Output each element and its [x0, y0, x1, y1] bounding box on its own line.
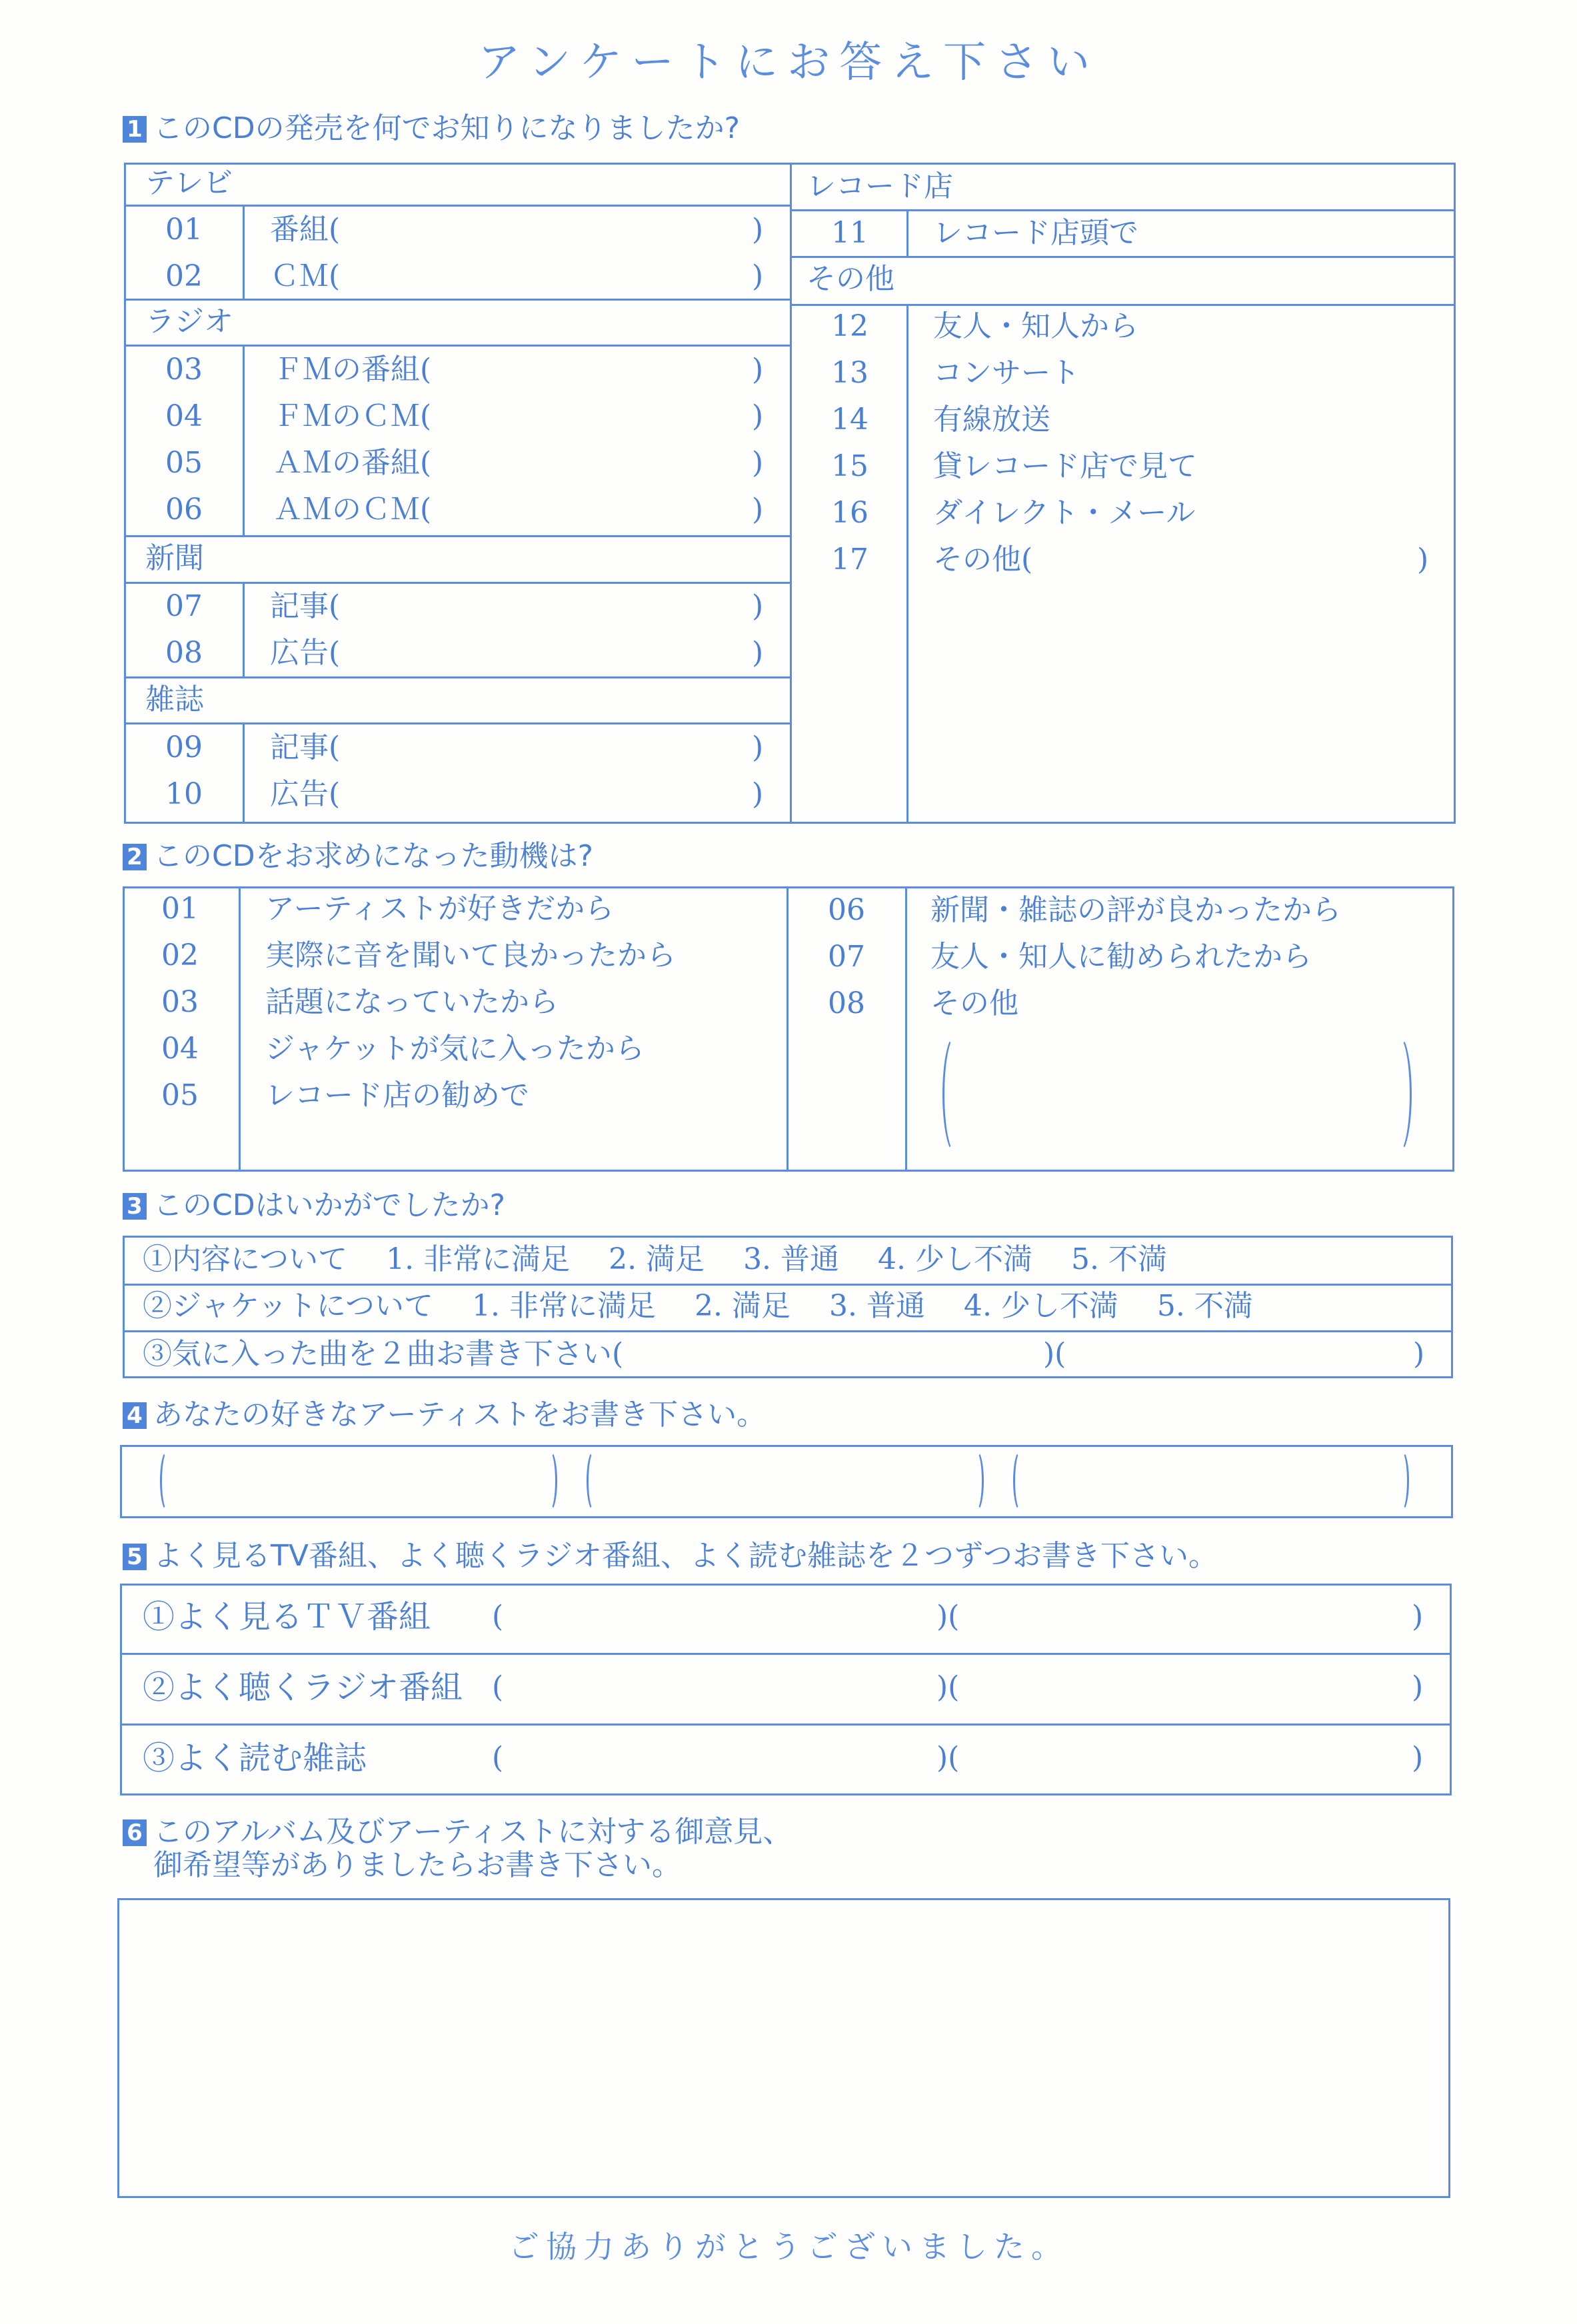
favorite-songs-label: ③気に入った曲を２曲お書き下さい( [143, 1337, 624, 1371]
paren-close: ) [1413, 1337, 1425, 1371]
rating-label: ②ジャケットについて [143, 1289, 434, 1323]
radio-program-1-input[interactable] [513, 1668, 926, 1708]
rating-option[interactable]: 1. 非常に満足 [472, 1289, 657, 1323]
q2-badge: 2 [123, 844, 147, 870]
paren-close: ) [752, 636, 764, 670]
divider [790, 209, 1456, 211]
paren-open: ( [492, 1741, 504, 1775]
paren-close: ) [752, 446, 764, 480]
favorite-artist-3-input[interactable] [1033, 1450, 1386, 1512]
paren-mid: )( [1043, 1337, 1066, 1371]
rating-option[interactable]: 3. 普通 [828, 1289, 925, 1323]
favorite-song-2-input[interactable] [1080, 1334, 1400, 1374]
paren-close: ) [752, 730, 764, 764]
paren-close-icon [969, 1450, 984, 1512]
rating-option[interactable]: 5. 不満 [1071, 1242, 1167, 1276]
q6-badge: 6 [123, 1819, 147, 1846]
radio-program-2-input[interactable] [973, 1668, 1400, 1708]
motive-other-input[interactable] [973, 1040, 1380, 1153]
option-number: 03 [161, 985, 199, 1019]
option-number: 14 [831, 403, 868, 437]
option-label: ジャケットが気に入ったから [265, 1032, 645, 1066]
paren-close: ) [1412, 1670, 1424, 1704]
option-number: 06 [828, 893, 865, 927]
option-number: 02 [161, 938, 199, 972]
q1-heading [123, 111, 740, 147]
q1-question: このCDの発売を何でお知りになりましたか? [153, 111, 740, 145]
paren-open-icon [160, 1450, 175, 1512]
paren-close: ) [1417, 543, 1429, 577]
paren-close: ) [752, 777, 764, 811]
rating-option[interactable]: 2. 満足 [695, 1289, 790, 1323]
option-number: 06 [165, 493, 203, 527]
favorite-song-1-input[interactable] [720, 1334, 1033, 1374]
paren-close: ) [752, 589, 764, 623]
option-label: 貸レコード店で見て [933, 449, 1197, 483]
comments-textarea[interactable] [117, 1898, 1450, 2198]
option-label: 番組( [270, 213, 341, 247]
q4-badge: 4 [123, 1402, 147, 1429]
option-label: 広告( [270, 636, 341, 670]
tv-program-2-input[interactable] [973, 1597, 1400, 1637]
option-label: アーティストが好きだから [265, 892, 615, 926]
paren-close: ) [752, 213, 764, 247]
magazine-1-input[interactable] [513, 1738, 926, 1778]
paren-close-icon [543, 1450, 557, 1512]
q4-heading [123, 1397, 766, 1433]
magazine-2-input[interactable] [973, 1738, 1400, 1778]
rating-label: ①内容について [143, 1242, 348, 1276]
option-label: ダイレクト・メール [933, 496, 1196, 530]
option-number: 07 [828, 940, 865, 974]
rating-option[interactable]: 3. 普通 [743, 1242, 840, 1276]
option-label: レコード店の勧めで [265, 1078, 529, 1112]
rating-option[interactable]: 5. 不満 [1156, 1289, 1253, 1323]
page-title: アンケートにお答え下さい [477, 38, 1100, 87]
option-label: 話題になっていたから [265, 985, 559, 1019]
category-newspaper: 新聞 [145, 541, 204, 575]
option-label: その他( [933, 543, 1033, 577]
paren-close: ) [1412, 1600, 1424, 1634]
paren-open-icon [587, 1450, 601, 1512]
option-label: 記事( [270, 589, 341, 623]
option-number: 15 [831, 449, 868, 483]
q6-question-line2: 御希望等がありましたらお書き下さい。 [153, 1848, 681, 1882]
q3-question: このCDはいかがでしたか? [153, 1188, 505, 1222]
category-other: その他 [806, 262, 894, 296]
option-number: 16 [831, 496, 868, 530]
divider [120, 1653, 1452, 1655]
favorite-artist-1-input[interactable] [180, 1450, 533, 1512]
option-number: 12 [831, 309, 868, 343]
rating-option[interactable]: 4. 少し不満 [963, 1289, 1118, 1323]
option-label: コンサート [933, 356, 1080, 390]
option-number: 11 [831, 216, 868, 250]
rating-option[interactable]: 4. 少し不満 [878, 1242, 1032, 1276]
q6-heading [123, 1814, 792, 1850]
option-number: 03 [165, 353, 203, 387]
option-label: ＣＭ( [270, 259, 341, 293]
paren-mid: )( [936, 1670, 960, 1704]
divider [790, 304, 1456, 306]
option-number: 08 [165, 636, 203, 670]
q2-question: このCDをお求めになった動機は? [153, 839, 593, 873]
rating-option[interactable]: 1. 非常に満足 [386, 1242, 571, 1276]
tv-program-1-input[interactable] [513, 1597, 926, 1637]
q1-badge: 1 [123, 116, 147, 143]
option-label: ＦＭの番組( [273, 353, 432, 387]
thank-you-message: ご協力ありがとうございました。 [509, 2229, 1068, 2265]
divider [124, 722, 790, 724]
q5-badge: 5 [123, 1544, 147, 1570]
divider [790, 256, 1456, 258]
paren-mid: )( [936, 1741, 960, 1775]
option-number: 01 [165, 213, 203, 247]
option-number: 04 [161, 1032, 199, 1066]
paren-mid: )( [936, 1600, 960, 1634]
q4-question: あなたの好きなアーティストをお書き下さい。 [153, 1398, 767, 1432]
paren-close: ) [752, 259, 764, 293]
divider [124, 299, 790, 301]
q5-question: よく見るTV番組、よく聴くラジオ番組、よく読む雑誌を２つずつお書き下さい。 [153, 1539, 1218, 1573]
option-label: 新聞・雑誌の評が良かったから [930, 893, 1341, 927]
option-number: 05 [161, 1078, 199, 1112]
paren-close: ) [752, 493, 764, 527]
option-label: その他 [930, 986, 1018, 1020]
divider [124, 535, 790, 537]
option-number: 05 [165, 446, 203, 480]
category-record-store: レコード店 [806, 169, 953, 203]
divider [123, 1284, 1453, 1286]
option-label: 広告( [270, 777, 341, 811]
row-label: ③よく読む雑誌 [143, 1740, 367, 1777]
paren-close: ) [752, 399, 764, 433]
option-label: 友人・知人から [933, 309, 1138, 343]
option-label: 実際に音を聞いて良かったから [265, 938, 676, 972]
paren-open-icon [1013, 1450, 1028, 1512]
paren-close: ) [752, 353, 764, 387]
divider [124, 345, 790, 347]
option-label: ＡＭのＣＭ( [273, 493, 432, 527]
row-label: ②よく聴くラジオ番組 [143, 1669, 463, 1706]
option-number: 07 [165, 589, 203, 623]
divider [124, 205, 790, 207]
option-number: 10 [165, 777, 203, 811]
divider [124, 676, 790, 678]
option-label: ＦＭのＣＭ( [273, 399, 432, 433]
option-label: 有線放送 [933, 403, 1050, 437]
rating-jacket-row [143, 1286, 1253, 1326]
option-number: 01 [161, 892, 199, 926]
paren-close-icon [1385, 1034, 1412, 1154]
option-label: レコード店頭で [933, 216, 1138, 250]
rating-content-row [143, 1240, 1167, 1280]
q3-badge: 3 [123, 1193, 147, 1220]
row-label: ①よく見るＴＶ番組 [143, 1598, 431, 1636]
option-number: 13 [831, 356, 868, 390]
paren-close: ) [1412, 1741, 1424, 1775]
paren-close-icon [1394, 1450, 1409, 1512]
option-number: 04 [165, 399, 203, 433]
option-number: 17 [831, 543, 868, 577]
option-label: 記事( [270, 730, 341, 764]
divider [124, 582, 790, 584]
divider [120, 1724, 1452, 1726]
q5-heading [123, 1538, 1218, 1574]
paren-open-icon [942, 1034, 969, 1154]
divider [123, 1330, 1453, 1332]
option-number: 08 [828, 986, 865, 1020]
favorite-artist-2-input[interactable] [607, 1450, 960, 1512]
q6-question-line1: このアルバム及びアーティストに対する御意見、 [153, 1815, 792, 1849]
q2-heading [123, 838, 593, 874]
option-number: 02 [165, 259, 203, 293]
option-label: 友人・知人に勧められたから [930, 940, 1312, 974]
category-magazine: 雑誌 [145, 682, 204, 716]
paren-open: ( [492, 1670, 504, 1704]
paren-open: ( [492, 1600, 504, 1634]
category-radio: ラジオ [145, 305, 233, 339]
option-number: 09 [165, 730, 203, 764]
option-label: ＡＭの番組( [273, 446, 432, 480]
category-tv: テレビ [145, 166, 233, 200]
rating-option[interactable]: 2. 満足 [609, 1242, 705, 1276]
q3-heading [123, 1188, 505, 1224]
